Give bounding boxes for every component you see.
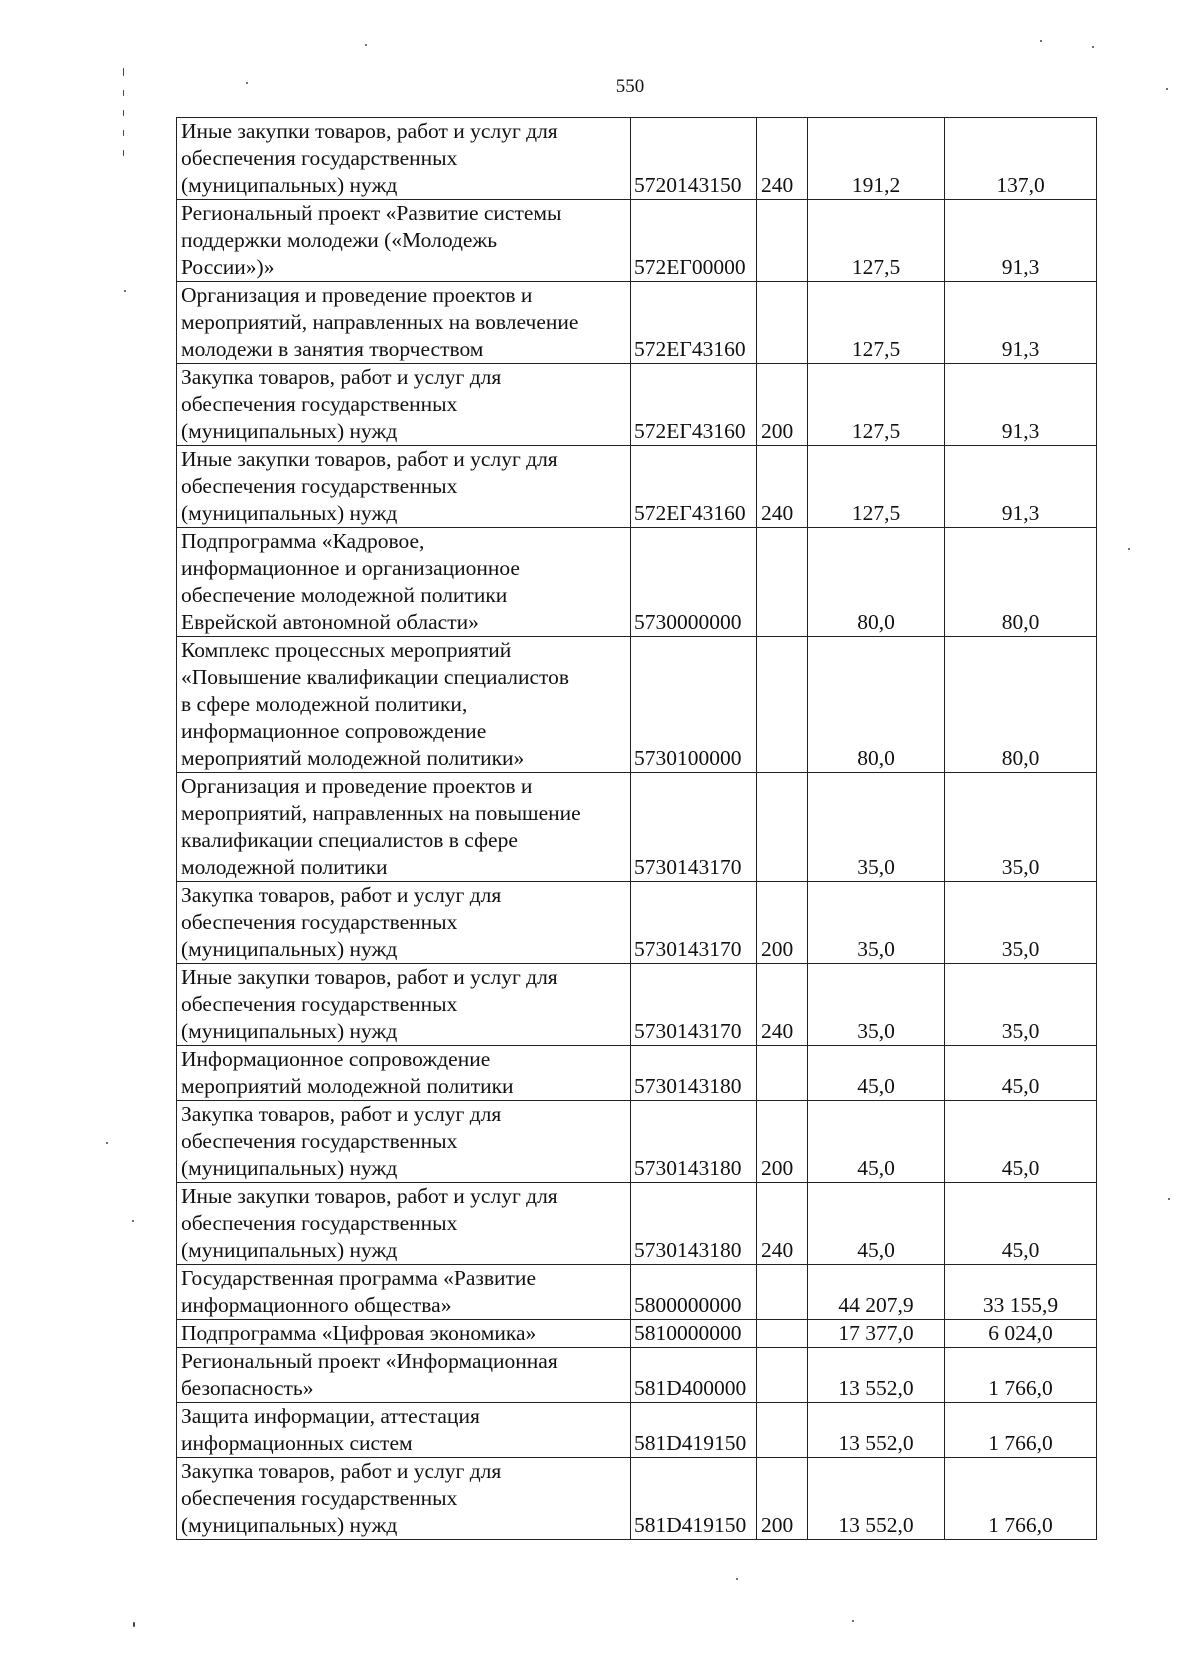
row-name-cell: Организация и проведение проектов и мероприятий, направленных на повышение квалификации специалистов в сфере молодежной политики <box>177 773 631 882</box>
row-name-cell: Информационное сопровождение мероприятий молодежной политики <box>177 1046 631 1101</box>
table-row <box>177 364 1097 446</box>
row-name-cell: Региональный проект «Информационная безопасность» <box>177 1348 631 1403</box>
row-value-1-cell: 45,0 <box>808 1046 945 1101</box>
table-row <box>177 282 1097 364</box>
table-row <box>177 1183 1097 1265</box>
row-code-cell: 5730143180 <box>631 1101 757 1183</box>
page-number: 550 <box>615 76 645 97</box>
row-value-2-cell: 91,3 <box>945 364 1097 446</box>
table-row <box>177 1101 1097 1183</box>
row-code-cell: 581D419150 <box>631 1458 757 1540</box>
row-value-2-cell: 35,0 <box>945 964 1097 1046</box>
row-code-cell: 572ЕГ00000 <box>631 200 757 282</box>
row-value-1-cell: 13 552,0 <box>808 1458 945 1540</box>
row-type-cell: 200 <box>757 882 808 964</box>
row-code-cell: 572ЕГ43160 <box>631 446 757 528</box>
row-value-2-cell: 137,0 <box>945 118 1097 200</box>
row-value-2-cell: 35,0 <box>945 773 1097 882</box>
row-type-cell <box>757 1265 808 1320</box>
row-name-cell: Закупка товаров, работ и услуг для обеспечения государственных (муниципальных) нужд <box>177 1458 631 1540</box>
row-name-cell: Организация и проведение проектов и мероприятий, направленных на вовлечение молодежи в занятия творчеством <box>177 282 631 364</box>
row-name-cell: Закупка товаров, работ и услуг для обеспечения государственных (муниципальных) нужд <box>177 364 631 446</box>
row-type-cell <box>757 200 808 282</box>
row-type-cell: 240 <box>757 964 808 1046</box>
table-row <box>177 1320 1097 1348</box>
row-value-1-cell: 80,0 <box>808 637 945 773</box>
row-value-1-cell: 45,0 <box>808 1183 945 1265</box>
row-value-1-cell: 127,5 <box>808 200 945 282</box>
row-code-cell: 5800000000 <box>631 1265 757 1320</box>
row-value-2-cell: 33 155,9 <box>945 1265 1097 1320</box>
table-row <box>177 637 1097 773</box>
row-code-cell: 572ЕГ43160 <box>631 282 757 364</box>
row-type-cell: 240 <box>757 1183 808 1265</box>
row-value-1-cell: 191,2 <box>808 118 945 200</box>
row-name-cell: Региональный проект «Развитие системы поддержки молодежи («Молодежь России»)» <box>177 200 631 282</box>
table-row <box>177 964 1097 1046</box>
row-name-cell: Защита информации, аттестация информационных систем <box>177 1403 631 1458</box>
row-value-2-cell: 80,0 <box>945 528 1097 637</box>
row-name-cell: Иные закупки товаров, работ и услуг для обеспечения государственных (муниципальных) нужд <box>177 446 631 528</box>
row-value-1-cell: 80,0 <box>808 528 945 637</box>
row-value-1-cell: 44 207,9 <box>808 1265 945 1320</box>
row-type-cell: 240 <box>757 446 808 528</box>
row-code-cell: 581D400000 <box>631 1348 757 1403</box>
row-type-cell <box>757 1348 808 1403</box>
row-value-1-cell: 13 552,0 <box>808 1348 945 1403</box>
row-type-cell: 200 <box>757 364 808 446</box>
table-row <box>177 1265 1097 1320</box>
table-row <box>177 1458 1097 1540</box>
row-value-2-cell: 45,0 <box>945 1101 1097 1183</box>
table-row <box>177 446 1097 528</box>
row-value-2-cell: 35,0 <box>945 882 1097 964</box>
budget-table <box>176 117 1097 1540</box>
row-code-cell: 572ЕГ43160 <box>631 364 757 446</box>
row-type-cell: 200 <box>757 1458 808 1540</box>
row-name-cell: Закупка товаров, работ и услуг для обеспечения государственных (муниципальных) нужд <box>177 882 631 964</box>
row-code-cell: 581D419150 <box>631 1403 757 1458</box>
row-type-cell <box>757 1046 808 1101</box>
row-name-cell: Подпрограмма «Кадровое, информационное и организационное обеспечение молодежной политики Еврейской автономной области» <box>177 528 631 637</box>
table-row <box>177 773 1097 882</box>
table-body <box>177 118 1097 1540</box>
row-type-cell <box>757 1320 808 1348</box>
row-type-cell <box>757 773 808 882</box>
row-value-2-cell: 1 766,0 <box>945 1458 1097 1540</box>
row-name-cell: Государственная программа «Развитие информационного общества» <box>177 1265 631 1320</box>
row-type-cell: 240 <box>757 118 808 200</box>
row-code-cell: 5730100000 <box>631 637 757 773</box>
row-value-1-cell: 17 377,0 <box>808 1320 945 1348</box>
table-row <box>177 1046 1097 1101</box>
row-value-1-cell: 35,0 <box>808 964 945 1046</box>
row-value-2-cell: 91,3 <box>945 282 1097 364</box>
row-value-2-cell: 80,0 <box>945 637 1097 773</box>
row-value-2-cell: 91,3 <box>945 200 1097 282</box>
row-value-2-cell: 45,0 <box>945 1046 1097 1101</box>
table-row <box>177 1403 1097 1458</box>
row-type-cell <box>757 1403 808 1458</box>
row-value-2-cell: 1 766,0 <box>945 1348 1097 1403</box>
row-type-cell: 200 <box>757 1101 808 1183</box>
table-row <box>177 200 1097 282</box>
row-value-2-cell: 1 766,0 <box>945 1403 1097 1458</box>
table-row <box>177 118 1097 200</box>
row-value-1-cell: 127,5 <box>808 282 945 364</box>
row-value-1-cell: 35,0 <box>808 882 945 964</box>
row-value-2-cell: 45,0 <box>945 1183 1097 1265</box>
row-value-1-cell: 35,0 <box>808 773 945 882</box>
table-row <box>177 882 1097 964</box>
row-name-cell: Закупка товаров, работ и услуг для обеспечения государственных (муниципальных) нужд <box>177 1101 631 1183</box>
row-code-cell: 5730143170 <box>631 882 757 964</box>
row-code-cell: 5730143180 <box>631 1046 757 1101</box>
row-type-cell <box>757 282 808 364</box>
table-row <box>177 528 1097 637</box>
row-value-1-cell: 45,0 <box>808 1101 945 1183</box>
row-type-cell <box>757 528 808 637</box>
row-type-cell <box>757 637 808 773</box>
row-value-1-cell: 13 552,0 <box>808 1403 945 1458</box>
row-code-cell: 5730143180 <box>631 1183 757 1265</box>
row-name-cell: Подпрограмма «Цифровая экономика» <box>177 1320 631 1348</box>
table-row <box>177 1348 1097 1403</box>
row-value-1-cell: 127,5 <box>808 364 945 446</box>
row-code-cell: 5730143170 <box>631 773 757 882</box>
row-value-2-cell: 91,3 <box>945 446 1097 528</box>
row-value-2-cell: 6 024,0 <box>945 1320 1097 1348</box>
row-name-cell: Иные закупки товаров, работ и услуг для обеспечения государственных (муниципальных) нужд <box>177 118 631 200</box>
row-name-cell: Иные закупки товаров, работ и услуг для обеспечения государственных (муниципальных) нужд <box>177 1183 631 1265</box>
row-name-cell: Комплекс процессных мероприятий «Повышение квалификации специалистов в сфере молодежной политики, информационное сопровождение мероприятий молодежной политики» <box>177 637 631 773</box>
row-code-cell: 5730000000 <box>631 528 757 637</box>
row-code-cell: 5730143170 <box>631 964 757 1046</box>
row-code-cell: 5720143150 <box>631 118 757 200</box>
row-code-cell: 5810000000 <box>631 1320 757 1348</box>
row-value-1-cell: 127,5 <box>808 446 945 528</box>
row-name-cell: Иные закупки товаров, работ и услуг для обеспечения государственных (муниципальных) нужд <box>177 964 631 1046</box>
